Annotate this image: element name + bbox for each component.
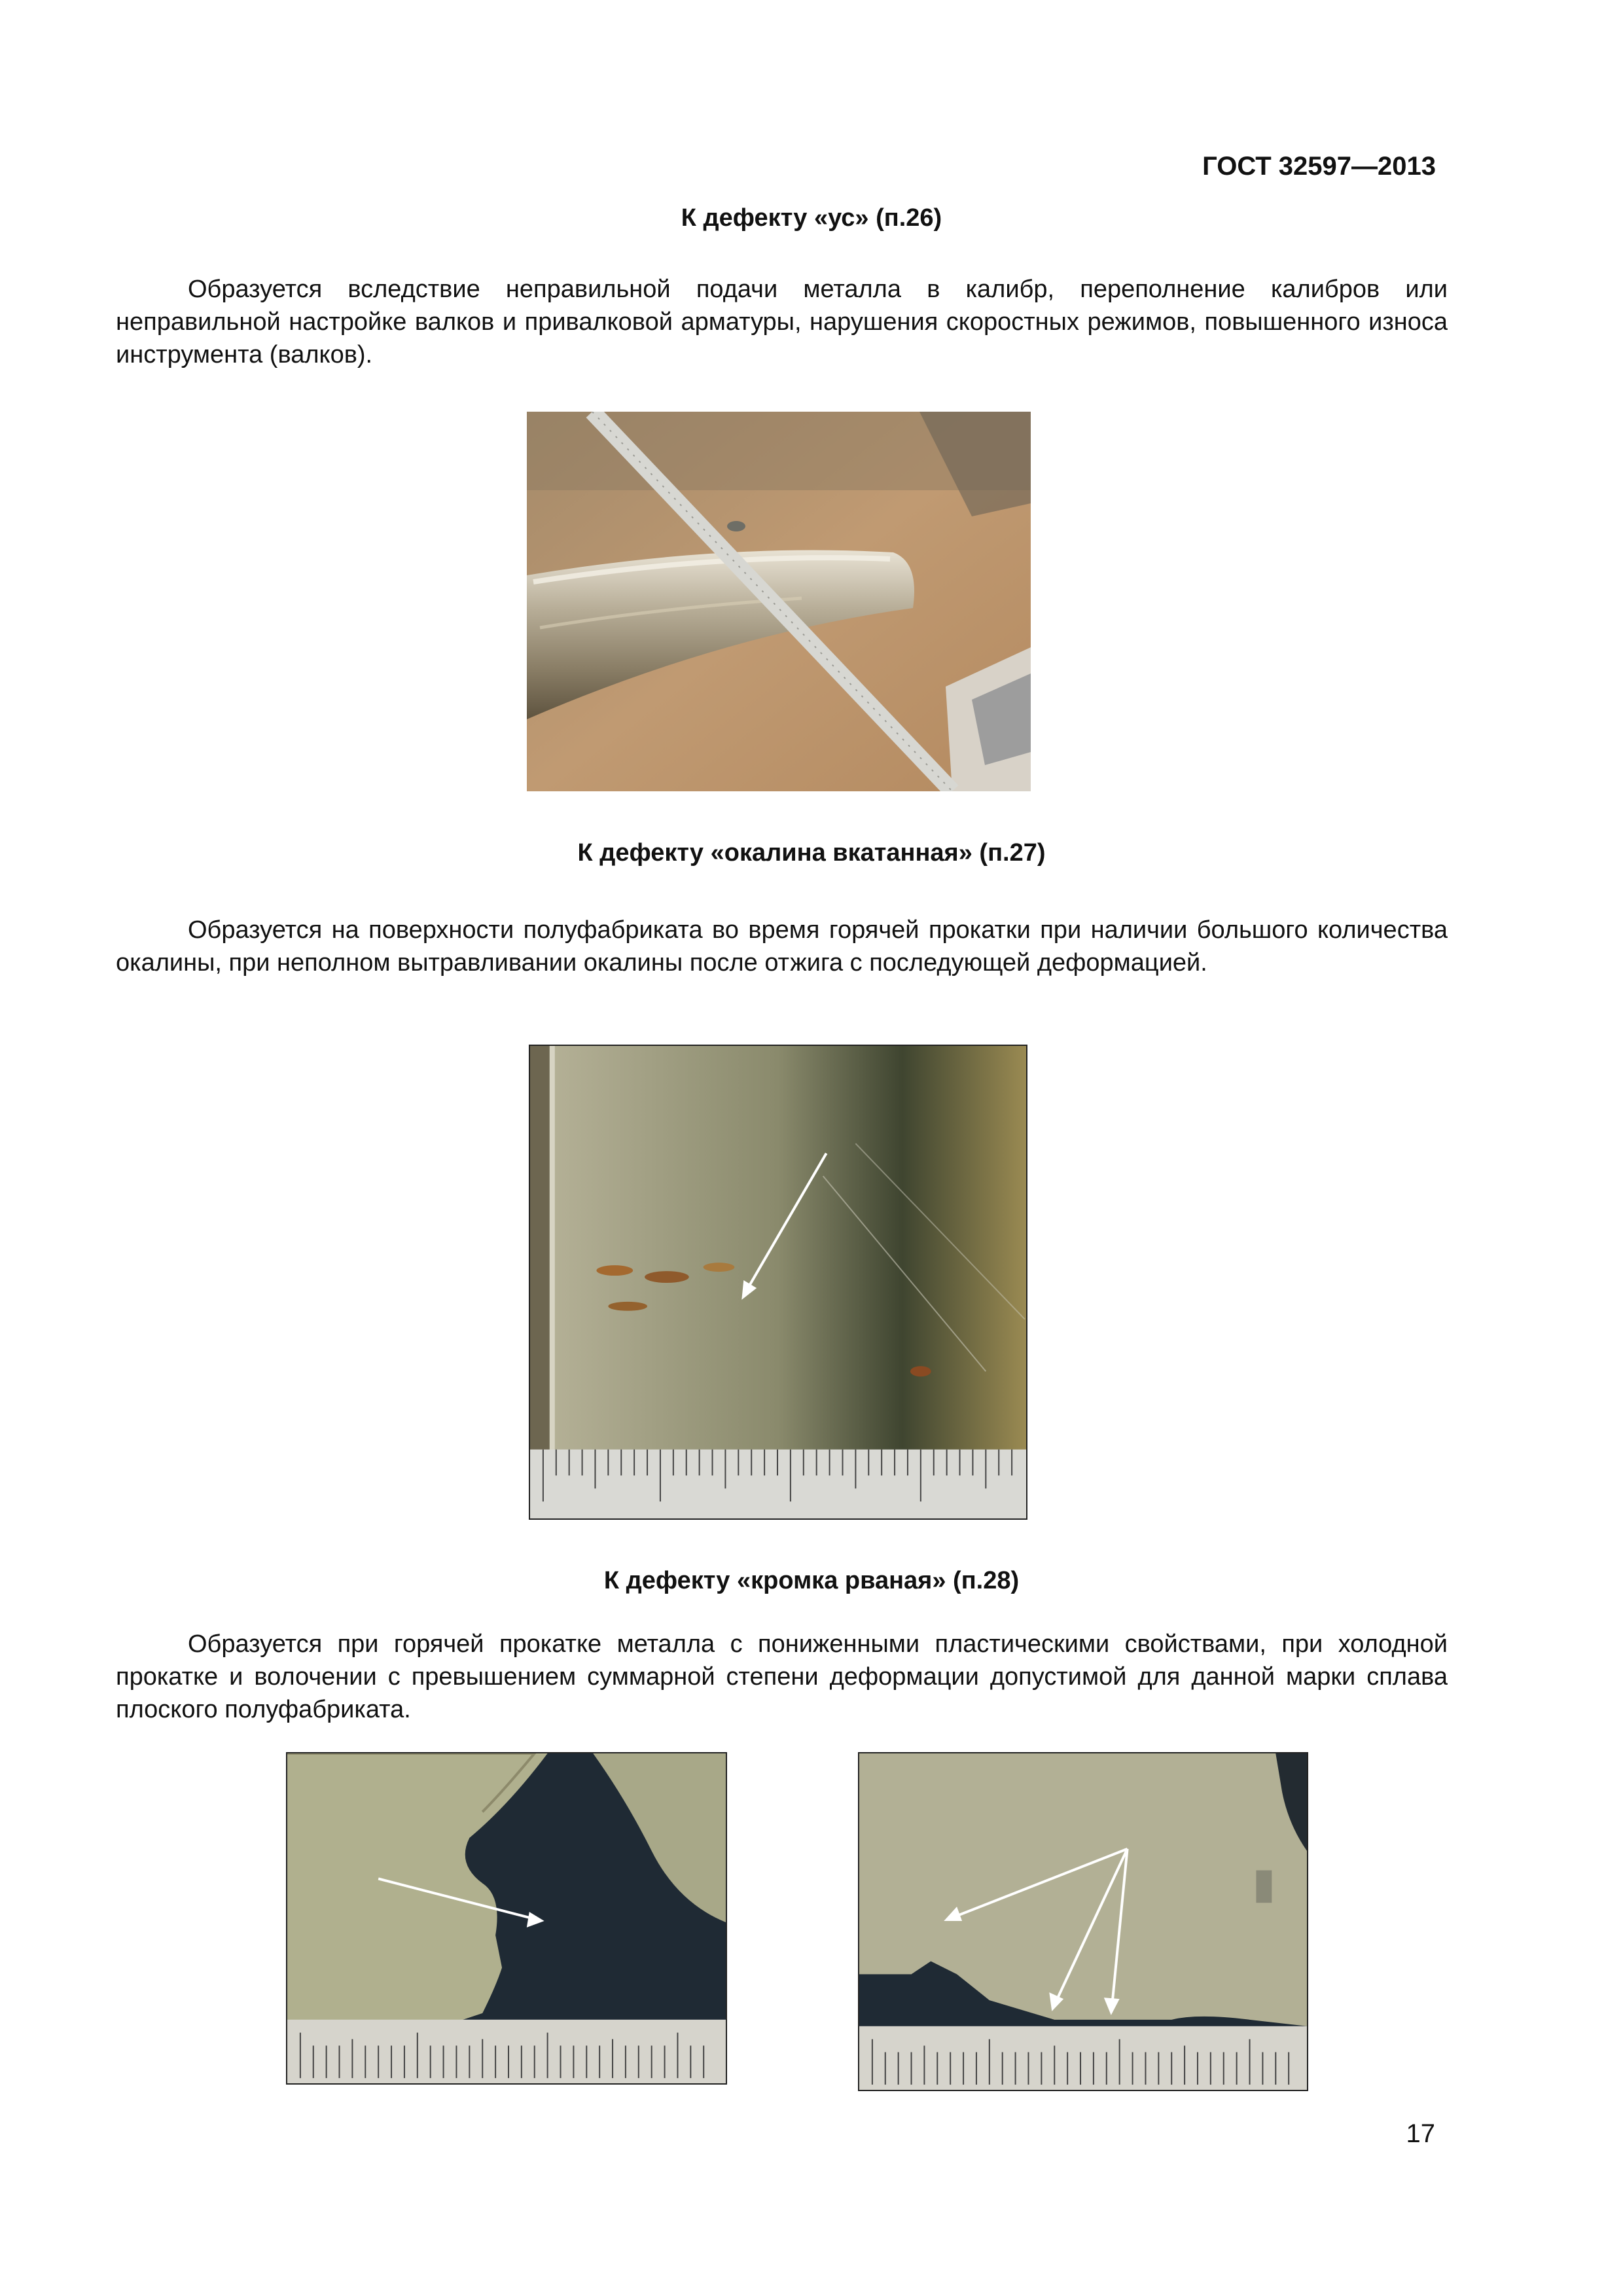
- photo-defect-us: [527, 412, 1031, 791]
- photo-defect-kromka-right: [858, 1752, 1308, 2091]
- page-number: 17: [1406, 2119, 1435, 2148]
- section-text-okalina: Образуется на поверхности полуфабриката во время горячей прокатки при наличии большого количества окалины, при неполном вытравливании окалины после отжига с последующей деформацией.: [116, 916, 1448, 977]
- photo-defect-okalina: [529, 1045, 1027, 1520]
- document-standard-number: ГОСТ 32597—2013: [1202, 152, 1436, 181]
- section-heading-us: К дефекту «ус» (п.26): [681, 204, 942, 232]
- photo-defect-kromka-left: [286, 1752, 727, 2085]
- section-heading-okalina: К дефекту «окалина вкатанная» (п.27): [577, 839, 1046, 867]
- section-heading-kromka: К дефекту «кромка рваная» (п.28): [603, 1567, 1020, 1594]
- section-text-kromka: Образуется при горячей прокатке металла с пониженными пластическими свойствами, при холодной прокатке и волочении с превышением суммарной степени деформации допустимой для данной марки сплава плоского полуфабриката.: [116, 1630, 1448, 1723]
- section-text-us: Образуется вследствие неправильной подачи металла в калибр, переполнение калибров или неправильной настройке валков и привалковой арматуры, нарушения скоростных режимов, повышенного износа инструмента (валков).: [116, 276, 1448, 368]
